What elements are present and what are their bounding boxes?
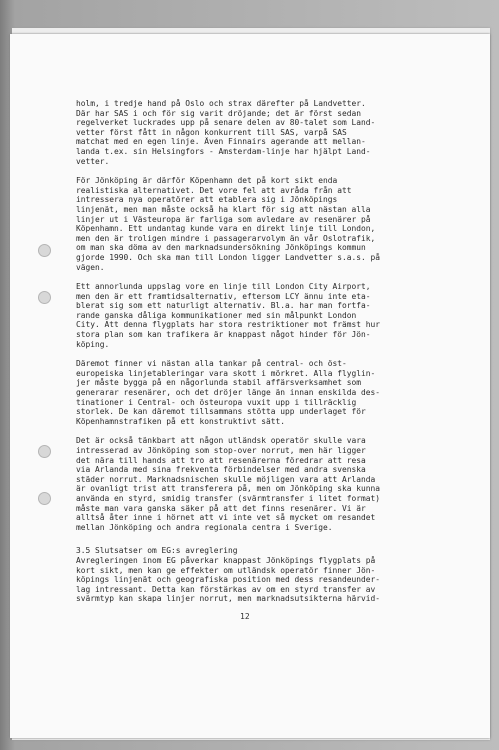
text-line: tinationer i Central- och östeuropa vuxit upp i tillräcklig xyxy=(76,397,357,407)
text-line: det nära till hands att tro att resenärerna föredrar att resa xyxy=(76,455,366,465)
paragraph xyxy=(76,436,448,532)
text-line: använda en styrd, smidig transfer (svärmtransfer i litet format) xyxy=(76,493,381,503)
text-line: men den är troligen mindre i passagerarvolym än vår Oslotrafik, xyxy=(76,233,376,243)
text-line: intresserad av Jönköping som stop-over norrut, men här ligger xyxy=(76,446,366,455)
text-line: jer måste bygga på en någorlunda stabil affärsverksamhet som xyxy=(76,378,362,388)
text-line: via Arlanda med sina frekventa förbindelser med andra svenska xyxy=(76,465,366,475)
punch-hole-icon xyxy=(38,445,51,458)
text-line: Däremot finner vi nästan alla tankar på central- och öst- xyxy=(76,359,347,369)
paragraph xyxy=(76,282,448,349)
text-line: generarar resenärer, och det dröjer länge än innan enskilda des- xyxy=(76,388,381,398)
text-line: vetter. xyxy=(76,156,110,166)
text-line: vägen. xyxy=(76,262,105,272)
text-line: Köpenhamn. Ett undantag kunde vara en direkt linje till London, xyxy=(76,224,376,234)
text-line: svärmtyp kan skapa linjer norrut, men marknadsutsikterna härvid- xyxy=(76,594,381,604)
text-line: gjorde 1990. Och ska man till London ligger Landvetter s.a.s. på xyxy=(76,252,381,262)
text-line: City. Att denna flygplats har stora restriktioner mot främst hur xyxy=(76,320,381,330)
page-number: 12 xyxy=(240,612,250,621)
punch-hole-icon xyxy=(38,291,51,304)
section xyxy=(76,546,448,604)
text-line: Där har SAS i och för sig varit dröjande; det är först sedan xyxy=(76,108,362,118)
body-text xyxy=(76,99,448,614)
text-line: lag intressant. Detta kan förstärkas av om en styrd transfer av xyxy=(76,584,376,594)
text-line: europeiska linjetableringar vara skott i mörkret. Alla flyglin- xyxy=(76,368,376,378)
text-line: linjer ut i Västeuropa är farliga som avledare av resenärer på xyxy=(76,214,371,224)
paragraph xyxy=(76,359,448,426)
text-line: om man ska döma av den marknadsundersökning Jönköpings kommun xyxy=(76,243,366,253)
section-heading: 3.5 Slutsatser om EG:s avreglering xyxy=(76,546,238,556)
text-line: För Jönköping är därför Köpenhamn det på kort sikt enda xyxy=(76,176,338,186)
text-line: landa t.ex. sin Helsingfors - Amsterdam-linje har hjälpt Land- xyxy=(76,146,371,156)
text-line: kort sikt, men kan ge effekter om utländsk operatör finner Jön- xyxy=(76,565,376,575)
text-line: köping. xyxy=(76,339,110,349)
text-line: Ett annorlunda uppslag vore en linje till London City Airport, xyxy=(76,282,371,292)
text-line: köpings linjenät och geografiska position med dess resandeunder- xyxy=(76,575,381,585)
text-line: regelverket luckrades upp på senare delen av 80-talet som Land- xyxy=(76,118,376,128)
text-line: Avregleringen inom EG påverkar knappast Jönköpings flygplats på xyxy=(76,555,376,565)
text-line: städer norrut. Marknadsnischen skulle möjligen vara att Arlanda xyxy=(76,474,376,484)
punch-hole-icon xyxy=(38,244,51,257)
text-line: matchat med en egen linje. Även Finnairs agerande att mellan- xyxy=(76,137,366,147)
paragraph xyxy=(76,176,448,272)
text-line: realistiska alternativet. Det vore fel att avråda från att xyxy=(76,185,352,195)
text-line: stora plan som kan trafikera är knappast något hinder för Jön- xyxy=(76,330,371,340)
text-line: alltså åter inne i hörnet att vi inte vet så mycket om resandet xyxy=(76,513,376,523)
text-line: blerat sig som ett naturligt alternativ. Bl.a. har man fortfa- xyxy=(76,301,371,311)
text-line: Det är också tänkbart att någon utländsk operatör skulle vara xyxy=(76,436,366,446)
text-line: intressera nya operatörer att etablera sig i Jönköpings xyxy=(76,195,338,205)
text-line: holm, i tredje hand på Oslo och strax därefter på Landvetter. xyxy=(76,99,366,108)
text-line: linjenät, men man måste också ha klart för sig att nästan alla xyxy=(76,204,371,214)
text-line: Köpenhamnstrafiken på ett konstruktivt sätt. xyxy=(76,416,286,426)
text-line: mellan Jönköping och andra regionala centra i Sverige. xyxy=(76,522,333,532)
text-line: men den är ett framtidsalternativ, eftersom LCY ännu inte eta- xyxy=(76,291,371,301)
text-line: rande ganska dåliga kommunikationer med sin målpunkt London xyxy=(76,310,357,320)
text-line: vetter först fått in någon konkurrent till SAS, varpå SAS xyxy=(76,127,347,137)
text-line: måste man vara ganska säker på att det finns resenärer. Vi är xyxy=(76,503,366,513)
text-line: storlek. De kan däremot tillsammans stötta upp underlaget för xyxy=(76,407,366,417)
paragraph xyxy=(76,99,448,166)
text-line: är ovanligt trist att transferera på, men om Jönköping ska kunna xyxy=(76,484,381,494)
punch-hole-icon xyxy=(38,492,51,505)
